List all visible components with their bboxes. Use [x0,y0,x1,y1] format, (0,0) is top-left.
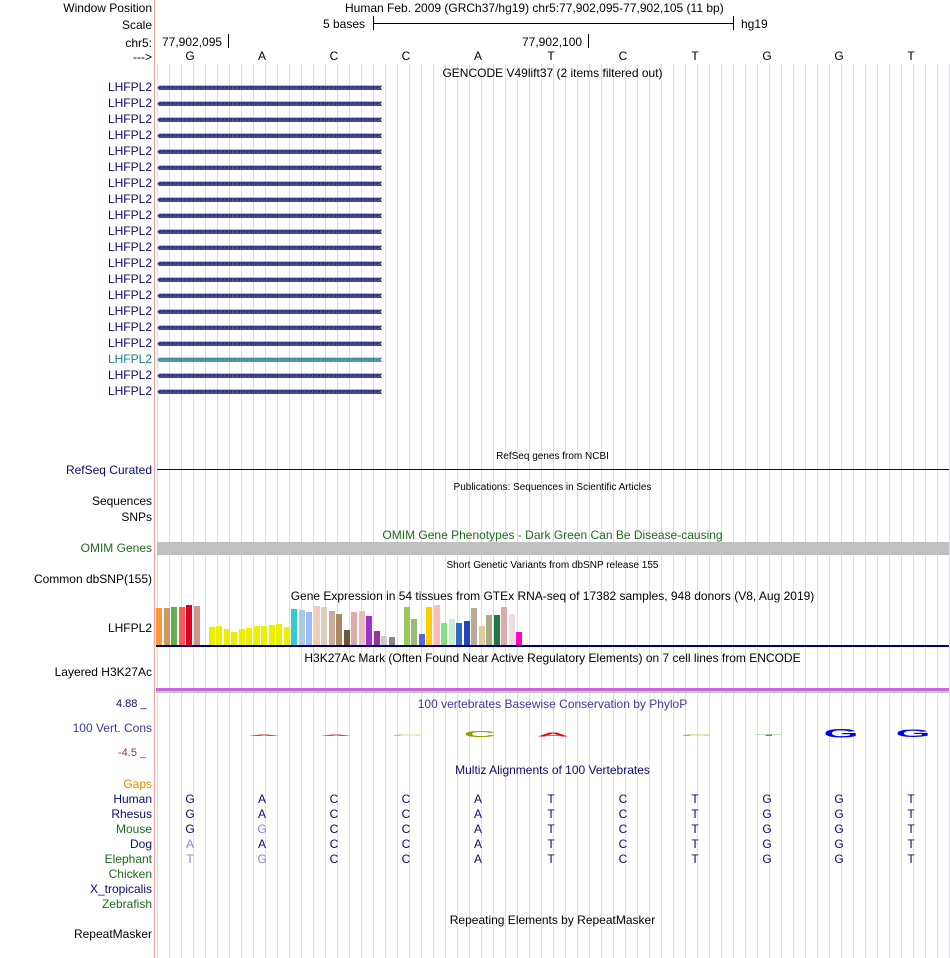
gtex-tissue-bar[interactable] [486,615,492,645]
alignment-base: A [473,807,482,821]
conservation-label[interactable]: 100 Vert. Cons [72,721,152,735]
ruler-start-tick [228,34,229,48]
gencode-transcript-line[interactable]: ‹‹‹‹‹‹‹‹‹‹‹‹‹‹‹‹‹‹‹‹‹‹‹‹‹‹‹‹‹‹‹‹‹‹‹‹‹‹‹‹‹‹‹‹‹‹‹‹‹‹‹‹‹‹‹‹‹‹‹‹‹‹‹‹‹‹‹‹‹‹‹‹‹‹‹‹‹‹‹‹‹‹‹‹‹‹‹‹‹‹‹‹‹‹‹‹‹‹‹‹‹‹‹‹‹‹‹‹‹‹‹‹‹‹‹‹‹‹‹‹‹‹‹‹‹‹‹‹‹‹‹‹‹‹‹‹‹‹‹‹‹‹‹‹‹‹‹‹‹‹‹‹‹‹‹‹‹‹‹‹‹‹‹‹‹‹‹‹‹‹ [157,322,381,334]
alignment-base: T [691,852,699,866]
gtex-tissue-bar[interactable] [509,614,515,645]
gtex-bar-chart[interactable] [156,605,556,645]
gtex-tissue-bar[interactable] [299,610,305,645]
sequence-base: G [762,49,772,63]
alignment-base: C [401,852,411,866]
gtex-tissue-bar[interactable] [471,608,477,645]
gtex-tissue-bar[interactable] [314,606,320,645]
species-label[interactable]: Chicken [108,867,152,881]
conservation-glyph: A [247,734,281,737]
sequence-base: G [185,49,195,63]
gtex-tissue-bar[interactable] [261,626,267,645]
gencode-transcript-line[interactable]: ‹‹‹‹‹‹‹‹‹‹‹‹‹‹‹‹‹‹‹‹‹‹‹‹‹‹‹‹‹‹‹‹‹‹‹‹‹‹‹‹‹‹‹‹‹‹‹‹‹‹‹‹‹‹‹‹‹‹‹‹‹‹‹‹‹‹‹‹‹‹‹‹‹‹‹‹‹‹‹‹‹‹‹‹‹‹‹‹‹‹‹‹‹‹‹‹‹‹‹‹‹‹‹‹‹‹‹‹‹‹‹‹‹‹‹‹‹‹‹‹‹‹‹‹‹‹‹‹‹‹‹‹‹‹‹‹‹‹‹‹‹‹‹‹‹‹‹‹‹‹‹‹‹‹‹‹‹‹‹‹‹‹‹‹‹‹‹‹‹‹ [157,274,381,286]
alignment-base: T [907,792,915,806]
gtex-tissue-bar[interactable] [276,624,282,645]
gencode-transcript-label[interactable]: LHFPL2 [107,112,152,126]
refseq-transcript-line[interactable] [157,469,949,470]
chrom-label: chr5: [125,36,152,50]
conservation-glyph: G [895,727,931,740]
gtex-tissue-bar[interactable] [284,627,290,645]
gencode-transcript-label[interactable]: LHFPL2 [107,192,152,206]
cons-min-label: -4.5 _ [118,747,147,759]
repeatmasker-label[interactable]: RepeatMasker [73,927,152,941]
alignment-base: G [762,792,772,806]
h3k27ac-label[interactable]: Layered H3K27Ac [54,665,152,679]
gtex-tissue-bar[interactable] [291,609,297,645]
gtex-gene-line [156,645,949,647]
gtex-tissue-bar[interactable] [516,632,522,645]
alignment-base: T [691,822,699,836]
gtex-tissue-bar[interactable] [156,608,162,645]
gtex-tissue-bar[interactable] [194,606,200,645]
alignment-base: T [547,792,555,806]
gencode-transcript-label[interactable]: LHFPL2 [107,160,152,174]
conservation-glyph: A [319,734,353,737]
gencode-transcript-line[interactable]: ‹‹‹‹‹‹‹‹‹‹‹‹‹‹‹‹‹‹‹‹‹‹‹‹‹‹‹‹‹‹‹‹‹‹‹‹‹‹‹‹‹‹‹‹‹‹‹‹‹‹‹‹‹‹‹‹‹‹‹‹‹‹‹‹‹‹‹‹‹‹‹‹‹‹‹‹‹‹‹‹‹‹‹‹‹‹‹‹‹‹‹‹‹‹‹‹‹‹‹‹‹‹‹‹‹‹‹‹‹‹‹‹‹‹‹‹‹‹‹‹‹‹‹‹‹‹‹‹‹‹‹‹‹‹‹‹‹‹‹‹‹‹‹‹‹‹‹‹‹‹‹‹‹‹‹‹‹‹‹‹‹‹‹‹‹‹‹‹‹‹ [157,290,381,302]
alignment-base: A [473,852,482,866]
gtex-tissue-bar[interactable] [404,607,410,645]
gtex-tissue-bar[interactable] [321,607,327,645]
h3k27ac-title: H3K27Ac Mark (Often Found Near Active Regulatory Elements) on 7 cell lines from ENCODE [304,651,801,665]
cons-max-label: 4.88 _ [116,698,147,710]
species-label[interactable]: Dog [129,837,152,851]
alignment-base: C [401,837,411,851]
gencode-transcript-line[interactable]: ‹‹‹‹‹‹‹‹‹‹‹‹‹‹‹‹‹‹‹‹‹‹‹‹‹‹‹‹‹‹‹‹‹‹‹‹‹‹‹‹‹‹‹‹‹‹‹‹‹‹‹‹‹‹‹‹‹‹‹‹‹‹‹‹‹‹‹‹‹‹‹‹‹‹‹‹‹‹‹‹‹‹‹‹‹‹‹‹‹‹‹‹‹‹‹‹‹‹‹‹‹‹‹‹‹‹‹‹‹‹‹‹‹‹‹‹‹‹‹‹‹‹‹‹‹‹‹‹‹‹‹‹‹‹‹‹‹‹‹‹‹‹‹‹‹‹‹‹‹‹‹‹‹‹‹‹‹‹‹‹‹‹‹‹‹‹‹‹‹‹ [157,226,381,238]
gtex-tissue-bar[interactable] [366,616,372,645]
alignment-base: C [618,837,628,851]
ruler-start-position: 77,902,095 [162,35,223,49]
gtex-tissue-bar[interactable] [254,626,260,645]
alignment-base: T [907,852,915,866]
gencode-transcript-line[interactable]: ‹‹‹‹‹‹‹‹‹‹‹‹‹‹‹‹‹‹‹‹‹‹‹‹‹‹‹‹‹‹‹‹‹‹‹‹‹‹‹‹‹‹‹‹‹‹‹‹‹‹‹‹‹‹‹‹‹‹‹‹‹‹‹‹‹‹‹‹‹‹‹‹‹‹‹‹‹‹‹‹‹‹‹‹‹‹‹‹‹‹‹‹‹‹‹‹‹‹‹‹‹‹‹‹‹‹‹‹‹‹‹‹‹‹‹‹‹‹‹‹‹‹‹‹‹‹‹‹‹‹‹‹‹‹‹‹‹‹‹‹‹‹‹‹‹‹‹‹‹‹‹‹‹‹‹‹‹‹‹‹‹‹‹‹‹‹‹‹‹‹ [157,178,381,190]
ruler-mid-position: 77,902,100 [522,35,583,49]
gencode-transcript-line[interactable]: ‹‹‹‹‹‹‹‹‹‹‹‹‹‹‹‹‹‹‹‹‹‹‹‹‹‹‹‹‹‹‹‹‹‹‹‹‹‹‹‹‹‹‹‹‹‹‹‹‹‹‹‹‹‹‹‹‹‹‹‹‹‹‹‹‹‹‹‹‹‹‹‹‹‹‹‹‹‹‹‹‹‹‹‹‹‹‹‹‹‹‹‹‹‹‹‹‹‹‹‹‹‹‹‹‹‹‹‹‹‹‹‹‹‹‹‹‹‹‹‹‹‹‹‹‹‹‹‹‹‹‹‹‹‹‹‹‹‹‹‹‹‹‹‹‹‹‹‹‹‹‹‹‹‹‹‹‹‹‹‹‹‹‹‹‹‹‹‹‹‹ [157,242,381,254]
conservation-glyph: C [391,734,425,737]
ruler-mid-tick [588,34,589,48]
alignment-base: C [329,807,339,821]
alignment-base: C [329,837,339,851]
gtex-tissue-bar[interactable] [231,632,237,645]
alignment-base: G [834,822,844,836]
alignment-base: C [401,807,411,821]
gtex-tissue-bar[interactable] [426,607,432,645]
gencode-transcript-line[interactable]: ‹‹‹‹‹‹‹‹‹‹‹‹‹‹‹‹‹‹‹‹‹‹‹‹‹‹‹‹‹‹‹‹‹‹‹‹‹‹‹‹‹‹‹‹‹‹‹‹‹‹‹‹‹‹‹‹‹‹‹‹‹‹‹‹‹‹‹‹‹‹‹‹‹‹‹‹‹‹‹‹‹‹‹‹‹‹‹‹‹‹‹‹‹‹‹‹‹‹‹‹‹‹‹‹‹‹‹‹‹‹‹‹‹‹‹‹‹‹‹‹‹‹‹‹‹‹‹‹‹‹‹‹‹‹‹‹‹‹‹‹‹‹‹‹‹‹‹‹‹‹‹‹‹‹‹‹‹‹‹‹‹‹‹‹‹‹‹‹‹‹ [157,98,381,110]
alignment-base: T [691,792,699,806]
gencode-transcript-line[interactable]: ‹‹‹‹‹‹‹‹‹‹‹‹‹‹‹‹‹‹‹‹‹‹‹‹‹‹‹‹‹‹‹‹‹‹‹‹‹‹‹‹‹‹‹‹‹‹‹‹‹‹‹‹‹‹‹‹‹‹‹‹‹‹‹‹‹‹‹‹‹‹‹‹‹‹‹‹‹‹‹‹‹‹‹‹‹‹‹‹‹‹‹‹‹‹‹‹‹‹‹‹‹‹‹‹‹‹‹‹‹‹‹‹‹‹‹‹‹‹‹‹‹‹‹‹‹‹‹‹‹‹‹‹‹‹‹‹‹‹‹‹‹‹‹‹‹‹‹‹‹‹‹‹‹‹‹‹‹‹‹‹‹‹‹‹‹‹‹‹‹‹ [157,146,381,158]
repeatmasker-title: Repeating Elements by RepeatMasker [449,913,656,927]
alignment-base: A [257,837,266,851]
gtex-tissue-bar[interactable] [441,623,447,645]
refseq-label[interactable]: RefSeq Curated [65,463,152,477]
gencode-transcript-line[interactable]: ‹‹‹‹‹‹‹‹‹‹‹‹‹‹‹‹‹‹‹‹‹‹‹‹‹‹‹‹‹‹‹‹‹‹‹‹‹‹‹‹‹‹‹‹‹‹‹‹‹‹‹‹‹‹‹‹‹‹‹‹‹‹‹‹‹‹‹‹‹‹‹‹‹‹‹‹‹‹‹‹‹‹‹‹‹‹‹‹‹‹‹‹‹‹‹‹‹‹‹‹‹‹‹‹‹‹‹‹‹‹‹‹‹‹‹‹‹‹‹‹‹‹‹‹‹‹‹‹‹‹‹‹‹‹‹‹‹‹‹‹‹‹‹‹‹‹‹‹‹‹‹‹‹‹‹‹‹‹‹‹‹‹‹‹‹‹‹‹‹‹ [157,82,381,94]
omim-title: OMIM Gene Phenotypes - Dark Green Can Be Disease-causing [382,528,723,542]
scale-bar [373,23,733,24]
gencode-title: GENCODE V49lift37 (2 items filtered out) [442,66,663,80]
gencode-transcript-line[interactable]: ‹‹‹‹‹‹‹‹‹‹‹‹‹‹‹‹‹‹‹‹‹‹‹‹‹‹‹‹‹‹‹‹‹‹‹‹‹‹‹‹‹‹‹‹‹‹‹‹‹‹‹‹‹‹‹‹‹‹‹‹‹‹‹‹‹‹‹‹‹‹‹‹‹‹‹‹‹‹‹‹‹‹‹‹‹‹‹‹‹‹‹‹‹‹‹‹‹‹‹‹‹‹‹‹‹‹‹‹‹‹‹‹‹‹‹‹‹‹‹‹‹‹‹‹‹‹‹‹‹‹‹‹‹‹‹‹‹‹‹‹‹‹‹‹‹‹‹‹‹‹‹‹‹‹‹‹‹‹‹‹‹‹‹‹‹‹‹‹‹‹ [157,194,381,206]
gtex-tissue-bar[interactable] [216,626,222,645]
gtex-tissue-bar[interactable] [449,619,455,645]
alignment-base: T [691,837,699,851]
gtex-tissue-bar[interactable] [224,629,230,645]
scale-bar-right-tick [733,16,734,30]
gtex-tissue-bar[interactable] [434,605,440,645]
alignment-base: G [257,822,267,836]
alignment-base: C [329,792,339,806]
omim-label[interactable]: OMIM Genes [80,541,152,555]
species-label[interactable]: Human [113,792,152,806]
gencode-transcript-label[interactable]: LHFPL2 [107,384,152,398]
multiz-title: Multiz Alignments of 100 Vertebrates [455,763,650,777]
alignment-base: A [257,792,266,806]
alignment-base: G [834,807,844,821]
alignment-base: G [762,807,772,821]
gtex-tissue-bar[interactable] [479,626,485,645]
gencode-transcript-line[interactable]: ‹‹‹‹‹‹‹‹‹‹‹‹‹‹‹‹‹‹‹‹‹‹‹‹‹‹‹‹‹‹‹‹‹‹‹‹‹‹‹‹‹‹‹‹‹‹‹‹‹‹‹‹‹‹‹‹‹‹‹‹‹‹‹‹‹‹‹‹‹‹‹‹‹‹‹‹‹‹‹‹‹‹‹‹‹‹‹‹‹‹‹‹‹‹‹‹‹‹‹‹‹‹‹‹‹‹‹‹‹‹‹‹‹‹‹‹‹‹‹‹‹‹‹‹‹‹‹‹‹‹‹‹‹‹‹‹‹‹‹‹‹‹‹‹‹‹‹‹‹‹‹‹‹‹‹‹‹‹‹‹‹‹‹‹‹‹‹‹‹‹ [157,258,381,270]
species-label[interactable]: Zebrafish [101,897,152,911]
gencode-transcript-label[interactable]: LHFPL2 [107,288,152,302]
alignment-base: T [547,822,555,836]
scale-text: 5 bases [323,17,366,31]
gtex-tissue-bar[interactable] [164,608,170,645]
alignment-base: G [762,822,772,836]
alignment-base: C [618,792,628,806]
alignment-base: G [834,837,844,851]
conservation-glyph: A [536,731,570,738]
alignment-base: C [329,822,339,836]
alignment-base: G [834,852,844,866]
alignment-base: G [762,852,772,866]
alignment-base: T [547,807,555,821]
alignment-base: T [907,807,915,821]
sequence-base: T [691,49,699,63]
gtex-tissue-bar[interactable] [381,636,387,645]
species-label[interactable]: X_tropicalis [89,882,152,896]
dbsnp-label[interactable]: Common dbSNP(155) [33,572,152,586]
sequences-label[interactable]: Sequences [91,494,152,508]
species-label[interactable]: Mouse [115,822,152,836]
gencode-transcript-line[interactable]: ‹‹‹‹‹‹‹‹‹‹‹‹‹‹‹‹‹‹‹‹‹‹‹‹‹‹‹‹‹‹‹‹‹‹‹‹‹‹‹‹‹‹‹‹‹‹‹‹‹‹‹‹‹‹‹‹‹‹‹‹‹‹‹‹‹‹‹‹‹‹‹‹‹‹‹‹‹‹‹‹‹‹‹‹‹‹‹‹‹‹‹‹‹‹‹‹‹‹‹‹‹‹‹‹‹‹‹‹‹‹‹‹‹‹‹‹‹‹‹‹‹‹‹‹‹‹‹‹‹‹‹‹‹‹‹‹‹‹‹‹‹‹‹‹‹‹‹‹‹‹‹‹‹‹‹‹‹‹‹‹‹‹‹‹‹‹‹‹‹‹ [157,370,381,382]
scale-db-label: hg19 [741,17,768,31]
gencode-transcript-line[interactable]: ‹‹‹‹‹‹‹‹‹‹‹‹‹‹‹‹‹‹‹‹‹‹‹‹‹‹‹‹‹‹‹‹‹‹‹‹‹‹‹‹‹‹‹‹‹‹‹‹‹‹‹‹‹‹‹‹‹‹‹‹‹‹‹‹‹‹‹‹‹‹‹‹‹‹‹‹‹‹‹‹‹‹‹‹‹‹‹‹‹‹‹‹‹‹‹‹‹‹‹‹‹‹‹‹‹‹‹‹‹‹‹‹‹‹‹‹‹‹‹‹‹‹‹‹‹‹‹‹‹‹‹‹‹‹‹‹‹‹‹‹‹‹‹‹‹‹‹‹‹‹‹‹‹‹‹‹‹‹‹‹‹‹‹‹‹‹‹‹‹‹ [157,162,381,174]
sequence-base: G [834,49,844,63]
gtex-tissue-bar[interactable] [329,611,335,645]
alignment-base: A [185,837,194,851]
sequence-base: A [473,49,482,63]
sequence-base: C [618,49,628,63]
gtex-tissue-bar[interactable] [374,631,380,645]
gtex-tissue-bar[interactable] [359,611,365,645]
sequence-base: C [401,49,411,63]
gtex-label[interactable]: LHFPL2 [107,621,152,635]
gencode-transcript-label[interactable]: LHFPL2 [107,320,152,334]
gencode-transcript-line[interactable]: ‹‹‹‹‹‹‹‹‹‹‹‹‹‹‹‹‹‹‹‹‹‹‹‹‹‹‹‹‹‹‹‹‹‹‹‹‹‹‹‹‹‹‹‹‹‹‹‹‹‹‹‹‹‹‹‹‹‹‹‹‹‹‹‹‹‹‹‹‹‹‹‹‹‹‹‹‹‹‹‹‹‹‹‹‹‹‹‹‹‹‹‹‹‹‹‹‹‹‹‹‹‹‹‹‹‹‹‹‹‹‹‹‹‹‹‹‹‹‹‹‹‹‹‹‹‹‹‹‹‹‹‹‹‹‹‹‹‹‹‹‹‹‹‹‹‹‹‹‹‹‹‹‹‹‹‹‹‹‹‹‹‹‹‹‹‹‹‹‹‹ [157,114,381,126]
dbsnp-title: Short Genetic Variants from dbSNP release 155 [446,560,659,571]
omim-feature-bar[interactable] [157,542,949,555]
alignment-base: T [691,807,699,821]
gtex-tissue-bar[interactable] [389,637,395,645]
gtex-tissue-bar[interactable] [179,607,185,645]
alignment-base: C [618,822,628,836]
gencode-transcript-line[interactable]: ‹‹‹‹‹‹‹‹‹‹‹‹‹‹‹‹‹‹‹‹‹‹‹‹‹‹‹‹‹‹‹‹‹‹‹‹‹‹‹‹‹‹‹‹‹‹‹‹‹‹‹‹‹‹‹‹‹‹‹‹‹‹‹‹‹‹‹‹‹‹‹‹‹‹‹‹‹‹‹‹‹‹‹‹‹‹‹‹‹‹‹‹‹‹‹‹‹‹‹‹‹‹‹‹‹‹‹‹‹‹‹‹‹‹‹‹‹‹‹‹‹‹‹‹‹‹‹‹‹‹‹‹‹‹‹‹‹‹‹‹‹‹‹‹‹‹‹‹‹‹‹‹‹‹‹‹‹‹‹‹‹‹‹‹‹‹‹‹‹‹ [157,210,381,222]
gencode-transcript-label[interactable]: LHFPL2 [107,128,152,142]
gtex-tissue-bar[interactable] [419,634,425,645]
gtex-tissue-bar[interactable] [494,615,500,645]
alignment-base: A [473,792,482,806]
alignment-base: C [618,852,628,866]
alignment-base: G [185,822,195,836]
h3k27ac-signal[interactable] [156,688,949,693]
alignment-base: C [618,807,628,821]
snps-label[interactable]: SNPs [121,510,152,524]
gtex-tissue-bar[interactable] [246,628,252,645]
gtex-tissue-bar[interactable] [344,630,350,645]
alignment-base: T [547,837,555,851]
gencode-transcript-label[interactable]: LHFPL2 [107,256,152,270]
conservation-title: 100 vertebrates Basewise Conservation by PhyloP [417,697,688,711]
gtex-tissue-bar[interactable] [209,627,215,645]
species-label[interactable]: Rhesus [111,807,152,821]
conservation-glyph: C [680,734,714,737]
gencode-transcript-label[interactable]: LHFPL2 [107,144,152,158]
gtex-tissue-bar[interactable] [464,621,470,645]
gencode-transcript-label[interactable]: LHFPL2 [107,272,152,286]
alignment-base: C [329,852,339,866]
gencode-transcript-label[interactable]: LHFPL2 [107,224,152,238]
scale-label: Scale [121,18,152,32]
assembly-text: Human Feb. 2009 (GRCh37/hg19) chr5:77,902,095-77,902,105 (11 bp) [345,1,724,15]
window-position-label: Window Position [63,1,152,15]
gtex-tissue-bar[interactable] [239,629,245,645]
alignment-base: T [547,852,555,866]
alignment-base: A [257,807,266,821]
sequence-base: A [257,49,266,63]
conservation-glyph: T [755,734,783,737]
gencode-transcript-label[interactable]: LHFPL2 [107,336,152,350]
gencode-transcript-line[interactable]: ‹‹‹‹‹‹‹‹‹‹‹‹‹‹‹‹‹‹‹‹‹‹‹‹‹‹‹‹‹‹‹‹‹‹‹‹‹‹‹‹‹‹‹‹‹‹‹‹‹‹‹‹‹‹‹‹‹‹‹‹‹‹‹‹‹‹‹‹‹‹‹‹‹‹‹‹‹‹‹‹‹‹‹‹‹‹‹‹‹‹‹‹‹‹‹‹‹‹‹‹‹‹‹‹‹‹‹‹‹‹‹‹‹‹‹‹‹‹‹‹‹‹‹‹‹‹‹‹‹‹‹‹‹‹‹‹‹‹‹‹‹‹‹‹‹‹‹‹‹‹‹‹‹‹‹‹‹‹‹‹‹‹‹‹‹‹‹‹‹‹ [157,130,381,142]
gtex-tissue-bar[interactable] [269,625,275,645]
strand-label: ---> [133,50,152,64]
conservation-glyph: G [823,726,859,740]
alignment-base: G [834,792,844,806]
conservation-glyph: C [463,729,497,739]
gtex-title: Gene Expression in 54 tissues from GTEx RNA-seq of 17382 samples, 948 donors (V8, Aug 2019) [290,589,815,603]
gencode-transcript-label[interactable]: LHFPL2 [107,352,152,366]
species-label[interactable]: Elephant [104,852,152,866]
gencode-transcript-label[interactable]: LHFPL2 [107,368,152,382]
gtex-tissue-bar[interactable] [171,607,177,645]
gencode-transcript-label[interactable]: LHFPL2 [107,240,152,254]
gencode-transcript-line[interactable]: ‹‹‹‹‹‹‹‹‹‹‹‹‹‹‹‹‹‹‹‹‹‹‹‹‹‹‹‹‹‹‹‹‹‹‹‹‹‹‹‹‹‹‹‹‹‹‹‹‹‹‹‹‹‹‹‹‹‹‹‹‹‹‹‹‹‹‹‹‹‹‹‹‹‹‹‹‹‹‹‹‹‹‹‹‹‹‹‹‹‹‹‹‹‹‹‹‹‹‹‹‹‹‹‹‹‹‹‹‹‹‹‹‹‹‹‹‹‹‹‹‹‹‹‹‹‹‹‹‹‹‹‹‹‹‹‹‹‹‹‹‹‹‹‹‹‹‹‹‹‹‹‹‹‹‹‹‹‹‹‹‹‹‹‹‹‹‹‹‹‹ [157,338,381,350]
gencode-transcript-label[interactable]: LHFPL2 [107,208,152,222]
gencode-transcript-line[interactable]: ‹‹‹‹‹‹‹‹‹‹‹‹‹‹‹‹‹‹‹‹‹‹‹‹‹‹‹‹‹‹‹‹‹‹‹‹‹‹‹‹‹‹‹‹‹‹‹‹‹‹‹‹‹‹‹‹‹‹‹‹‹‹‹‹‹‹‹‹‹‹‹‹‹‹‹‹‹‹‹‹‹‹‹‹‹‹‹‹‹‹‹‹‹‹‹‹‹‹‹‹‹‹‹‹‹‹‹‹‹‹‹‹‹‹‹‹‹‹‹‹‹‹‹‹‹‹‹‹‹‹‹‹‹‹‹‹‹‹‹‹‹‹‹‹‹‹‹‹‹‹‹‹‹‹‹‹‹‹‹‹‹‹‹‹‹‹‹‹‹‹ [157,386,381,398]
gencode-transcript-line[interactable]: ‹‹‹‹‹‹‹‹‹‹‹‹‹‹‹‹‹‹‹‹‹‹‹‹‹‹‹‹‹‹‹‹‹‹‹‹‹‹‹‹‹‹‹‹‹‹‹‹‹‹‹‹‹‹‹‹‹‹‹‹‹‹‹‹‹‹‹‹‹‹‹‹‹‹‹‹‹‹‹‹‹‹‹‹‹‹‹‹‹‹‹‹‹‹‹‹‹‹‹‹‹‹‹‹‹‹‹‹‹‹‹‹‹‹‹‹‹‹‹‹‹‹‹‹‹‹‹‹‹‹‹‹‹‹‹‹‹‹‹‹‹‹‹‹‹‹‹‹‹‹‹‹‹‹‹‹‹‹‹‹‹‹‹‹‹‹‹‹‹‹ [157,354,381,366]
label-separator [154,0,155,958]
sequence-base: T [547,49,555,63]
gencode-transcript-label[interactable]: LHFPL2 [107,96,152,110]
alignment-base: G [762,837,772,851]
gencode-transcript-line[interactable]: ‹‹‹‹‹‹‹‹‹‹‹‹‹‹‹‹‹‹‹‹‹‹‹‹‹‹‹‹‹‹‹‹‹‹‹‹‹‹‹‹‹‹‹‹‹‹‹‹‹‹‹‹‹‹‹‹‹‹‹‹‹‹‹‹‹‹‹‹‹‹‹‹‹‹‹‹‹‹‹‹‹‹‹‹‹‹‹‹‹‹‹‹‹‹‹‹‹‹‹‹‹‹‹‹‹‹‹‹‹‹‹‹‹‹‹‹‹‹‹‹‹‹‹‹‹‹‹‹‹‹‹‹‹‹‹‹‹‹‹‹‹‹‹‹‹‹‹‹‹‹‹‹‹‹‹‹‹‹‹‹‹‹‹‹‹‹‹‹‹‹ [157,306,381,318]
gencode-transcript-label[interactable]: LHFPL2 [107,80,152,94]
alignment-base: T [907,837,915,851]
gtex-tissue-bar[interactable] [306,612,312,645]
alignment-base: T [186,852,194,866]
alignment-base: A [473,837,482,851]
alignment-base: G [257,852,267,866]
gtex-tissue-bar[interactable] [186,605,192,645]
alignment-base: C [401,792,411,806]
alignment-base: C [401,822,411,836]
refseq-title: RefSeq genes from NCBI [496,451,609,462]
gtex-tissue-bar[interactable] [501,607,507,645]
alignment-base: A [473,822,482,836]
sequence-base: C [329,49,339,63]
alignment-base: T [907,822,915,836]
gtex-tissue-bar[interactable] [336,614,342,645]
gtex-tissue-bar[interactable] [351,612,357,645]
gaps-label: Gaps [123,777,152,791]
sequence-base: T [907,49,915,63]
gencode-transcript-label[interactable]: LHFPL2 [107,176,152,190]
gtex-tissue-bar[interactable] [456,623,462,645]
gtex-tissue-bar[interactable] [411,619,417,645]
gencode-transcript-label[interactable]: LHFPL2 [107,304,152,318]
alignment-base: G [185,792,195,806]
alignment-base: G [185,807,195,821]
publications-title: Publications: Sequences in Scientific Articles [453,482,652,493]
